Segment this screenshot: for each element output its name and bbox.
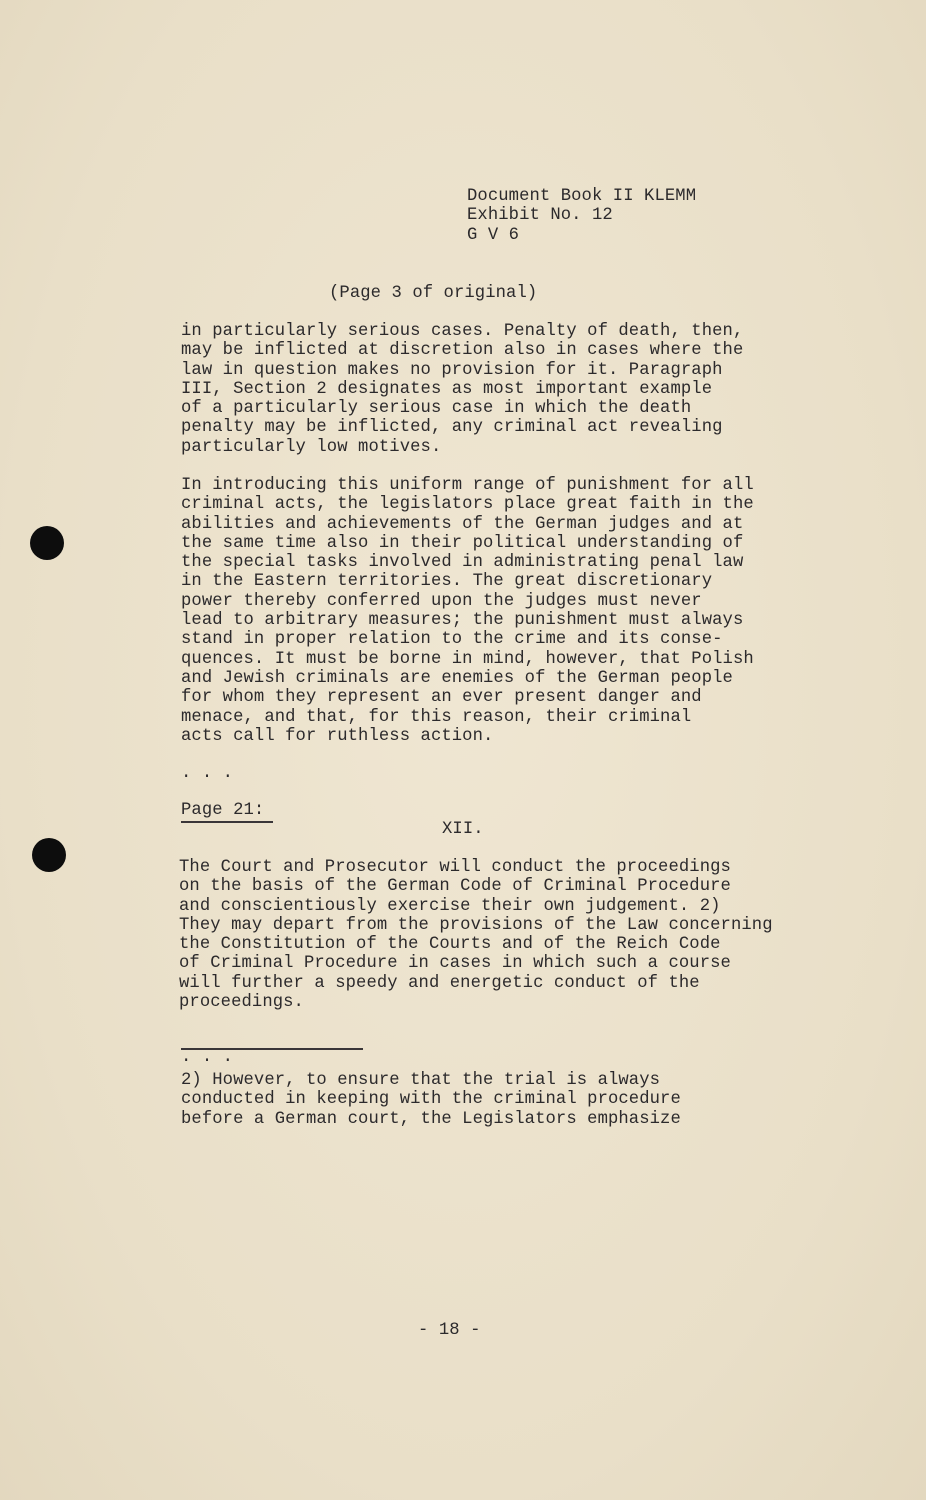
text-line: The Court and Prosecutor will conduct the proceedings	[179, 858, 731, 877]
text-line: may be inflicted at discretion also in cases where the	[181, 341, 744, 361]
punch-hole-top	[30, 526, 64, 560]
footnote-line: conducted in keeping with the criminal procedure	[181, 1090, 681, 1110]
text-line: will further a speedy and energetic conduct of the	[179, 973, 700, 993]
text-line: criminal acts, the legislators place great faith in the	[181, 495, 754, 515]
header-gv-code: G V 6	[467, 225, 520, 245]
text-line: and Jewish criminals are enemies of the German people	[181, 668, 733, 688]
text-line: They may depart from the provisions of the Law concerning	[179, 915, 773, 935]
page-number: - 18 -	[418, 1321, 481, 1340]
document-header	[467, 187, 696, 245]
footnote-line: 2) However, to ensure that the trial is always	[181, 1071, 661, 1090]
paragraph-uniform-punishment	[181, 476, 754, 746]
footnote-line: before a German court, the Legislators emphasize	[181, 1109, 681, 1129]
text-line: abilities and achievements of the German judges and at	[181, 514, 744, 534]
text-line: quences. It must be borne in mind, however, that Polish	[181, 649, 754, 669]
footnote-ellipsis: . . .	[181, 1048, 234, 1067]
text-line: lead to arbitrary measures; the punishment must always	[181, 611, 744, 631]
section-heading: XII.	[442, 820, 484, 839]
text-line: of a particularly serious case in which the death	[181, 399, 692, 419]
paragraph-death-penalty	[181, 322, 743, 457]
text-line: In introducing this uniform range of punishment for all	[181, 476, 754, 495]
text-line: particularly low motives.	[181, 437, 442, 457]
text-line: law in question makes no provision for it. Paragraph	[181, 360, 723, 380]
text-line: for whom they represent an ever present danger and	[181, 688, 702, 708]
text-line: the Constitution of the Courts and of the Reich Code	[179, 935, 721, 955]
text-line: in particularly serious cases. Penalty of death, then,	[181, 322, 744, 341]
text-line: and conscientiously exercise their own judgement. 2)	[179, 896, 721, 916]
text-line: acts call for ruthless action.	[181, 726, 494, 746]
footnote	[181, 1071, 681, 1129]
text-line: of Criminal Procedure in cases in which such a course	[179, 954, 731, 974]
paragraph-court-procedure	[179, 858, 773, 1012]
text-line: III, Section 2 designates as most important example	[181, 379, 713, 399]
ellipsis-separator: . . .	[181, 764, 234, 783]
text-line: power thereby conferred upon the judges must never	[181, 591, 702, 611]
text-line: the special tasks involved in administrating penal law	[181, 553, 744, 573]
text-line: the same time also in their political understanding of	[181, 533, 744, 553]
text-line: proceedings.	[179, 993, 304, 1013]
text-line: on the basis of the German Code of Criminal Procedure	[179, 877, 731, 897]
page-21-label: Page 21:	[181, 801, 265, 820]
text-line: penalty may be inflicted, any criminal act revealing	[181, 418, 723, 438]
page-label-underline	[181, 821, 273, 823]
header-document-book: Document Book II KLEMM	[467, 187, 697, 206]
text-line: menace, and that, for this reason, their criminal	[181, 707, 692, 727]
text-line: in the Eastern territories. The great discretionary	[181, 572, 713, 592]
punch-hole-bottom	[32, 838, 66, 872]
original-page-reference: (Page 3 of original)	[329, 284, 538, 303]
text-line: stand in proper relation to the crime and its conse-	[181, 630, 723, 650]
header-exhibit-number: Exhibit No. 12	[467, 206, 613, 226]
